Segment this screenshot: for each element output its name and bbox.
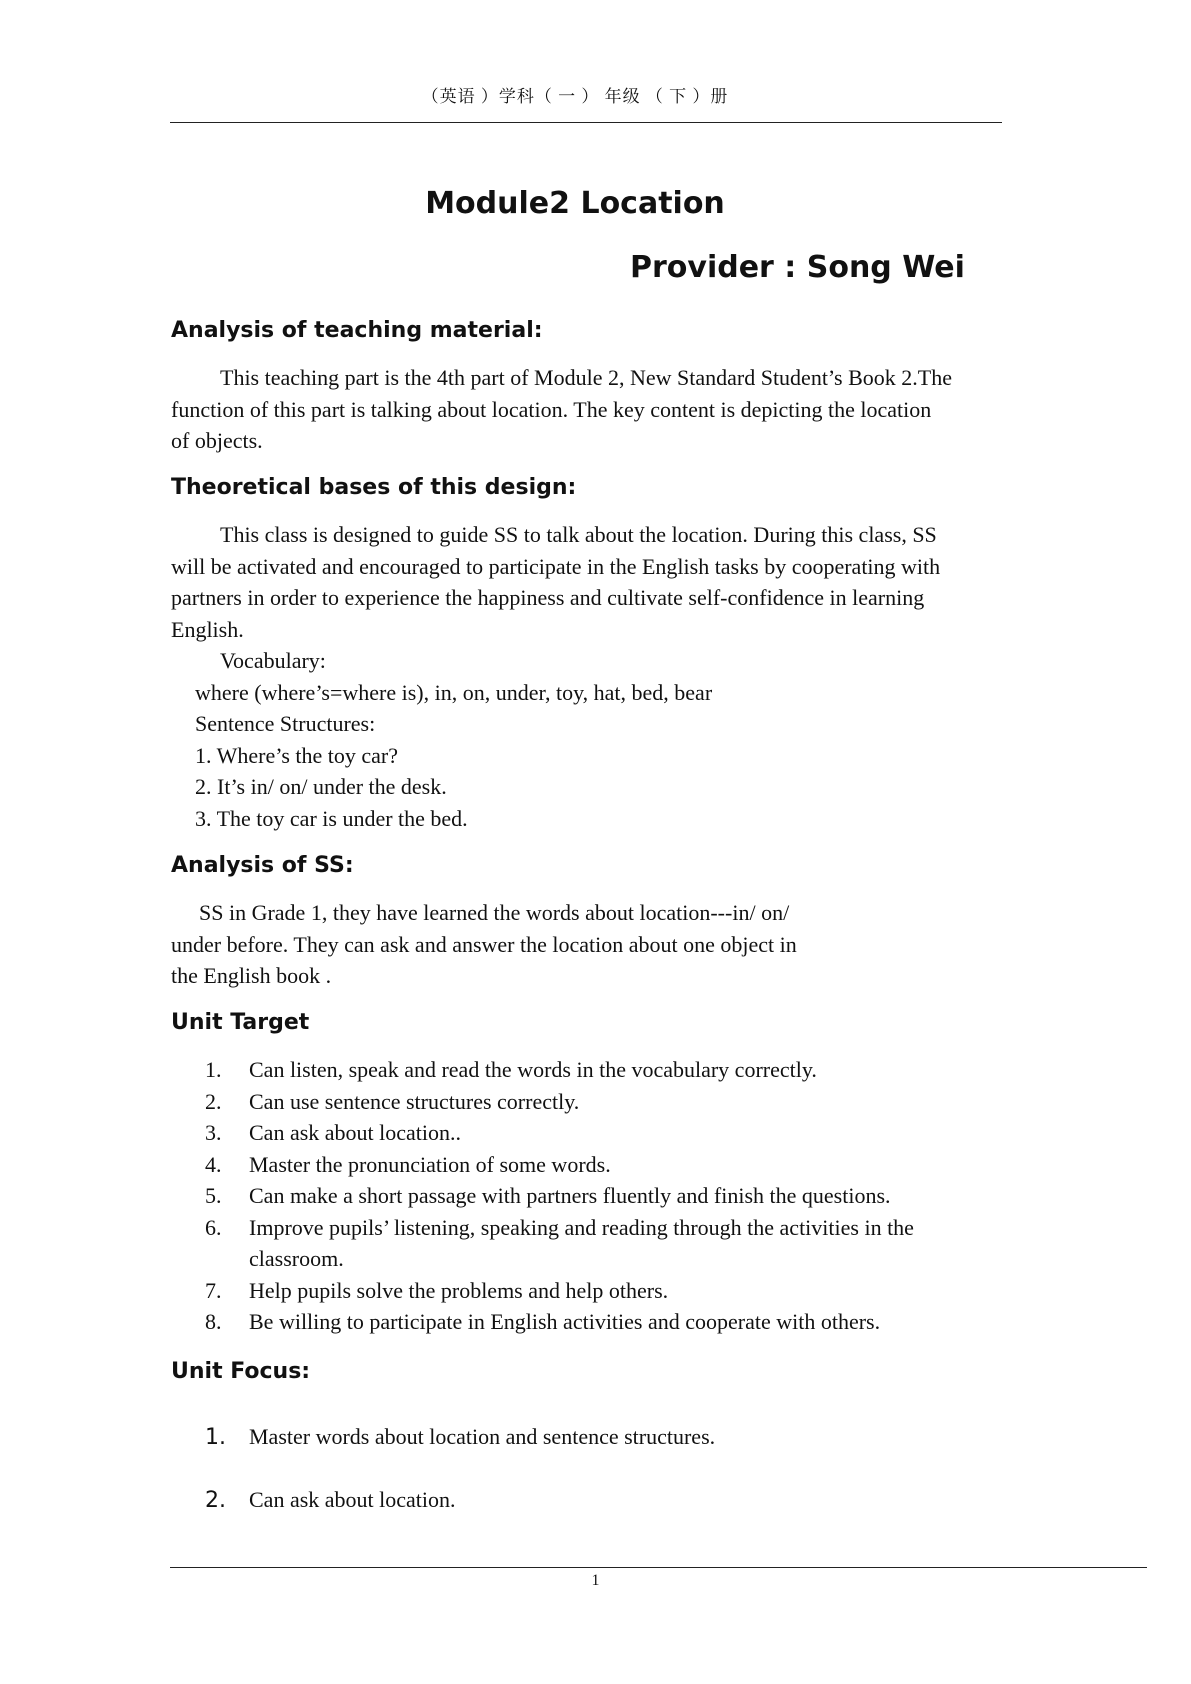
list-text: Can make a short passage with partners fluently and finish the questions. xyxy=(249,1183,891,1208)
list-text: Can ask about location.. xyxy=(249,1120,462,1145)
list-item xyxy=(205,1149,1005,1181)
list-text: Master the pronunciation of some words. xyxy=(249,1151,611,1177)
sentence-structure-item: 2. It’s in/ on/ under the desk. xyxy=(195,774,447,799)
section-heading-analysis-material: Analysis of teaching material: xyxy=(171,318,543,343)
vocabulary-label: Vocabulary: xyxy=(220,648,326,673)
vocabulary-block xyxy=(171,645,1031,834)
paragraph-line: under before. They can ask and answer the location about one object in xyxy=(171,931,797,957)
unit-target-list xyxy=(205,1054,1005,1338)
list-item xyxy=(205,1212,1005,1275)
sentence-structure-item: 1. Where’s the toy car? xyxy=(195,742,399,768)
list-number: 3. xyxy=(205,1120,222,1145)
header-divider xyxy=(170,122,1002,123)
list-number: 1. xyxy=(205,1057,222,1082)
analysis-ss-paragraph xyxy=(171,897,1031,992)
sentence-structures-label: Sentence Structures: xyxy=(195,711,376,736)
paragraph-line: English. xyxy=(171,616,244,642)
page-header: （英语 ）学科（ 一 ） 年级 （ 下 ）册 xyxy=(421,87,729,106)
paragraph-line: This class is designed to guide SS to talk about the location. During this class, SS xyxy=(220,522,937,547)
paragraph-line: will be activated and encouraged to participate in the English tasks by cooperating with xyxy=(171,553,941,579)
provider-line: Provider : Song Wei xyxy=(630,250,965,285)
list-number: 5. xyxy=(205,1183,222,1208)
paragraph-line: SS in Grade 1, they have learned the words about location---in/ on/ xyxy=(199,900,790,925)
list-text: Be willing to participate in English activities and cooperate with others. xyxy=(249,1309,881,1334)
list-text: Improve pupils’ listening, speaking and reading through the activities in the classroom. xyxy=(249,1214,914,1271)
list-number: 2. xyxy=(205,1488,226,1513)
list-item xyxy=(205,1086,1005,1118)
paragraph-line: This teaching part is the 4th part of Module 2, New Standard Student’s Book 2.The xyxy=(220,365,952,390)
section-heading-analysis-ss: Analysis of SS: xyxy=(171,853,354,878)
list-item xyxy=(205,1117,1005,1149)
sentence-structure-item: 3. The toy car is under the bed. xyxy=(195,805,468,831)
theoretical-paragraph xyxy=(171,519,1024,645)
vocabulary-words: where (where’s=where is), in, on, under, toy, hat, bed, bear xyxy=(195,679,713,705)
paragraph-line: function of this part is talking about location. The key content is depicting the location xyxy=(171,396,932,422)
paragraph-line: of objects. xyxy=(171,428,263,453)
list-item xyxy=(205,1180,1005,1212)
list-text: Help pupils solve the problems and help others. xyxy=(249,1277,669,1303)
list-number: 8. xyxy=(205,1309,222,1334)
paragraph-line: the English book . xyxy=(171,963,332,988)
paragraph-line: partners in order to experience the happiness and cultivate self-confidence in learning xyxy=(171,585,925,610)
list-number: 1. xyxy=(205,1425,226,1450)
unit-focus-item xyxy=(205,1424,715,1450)
list-number: 7. xyxy=(205,1277,222,1303)
list-text: Master words about location and sentence structures. xyxy=(249,1424,716,1449)
list-text: Can listen, speak and read the words in the vocabulary correctly. xyxy=(249,1057,817,1082)
page-title: Module2 Location xyxy=(425,186,725,221)
list-text: Can use sentence structures correctly. xyxy=(249,1088,580,1114)
section-heading-unit-target: Unit Target xyxy=(171,1010,310,1035)
section-heading-unit-focus: Unit Focus: xyxy=(171,1359,311,1384)
list-number: 2. xyxy=(205,1088,222,1114)
list-number: 6. xyxy=(205,1214,222,1240)
unit-focus-item xyxy=(205,1487,456,1513)
footer-divider xyxy=(170,1567,1147,1568)
list-item xyxy=(205,1306,1005,1338)
list-item xyxy=(205,1275,1005,1307)
list-number: 4. xyxy=(205,1151,222,1177)
section-heading-theoretical: Theoretical bases of this design: xyxy=(171,475,577,500)
analysis-material-paragraph xyxy=(171,362,1024,457)
list-item xyxy=(205,1054,1005,1086)
list-text: Can ask about location. xyxy=(249,1487,456,1512)
page-number: 1 xyxy=(591,1572,600,1589)
